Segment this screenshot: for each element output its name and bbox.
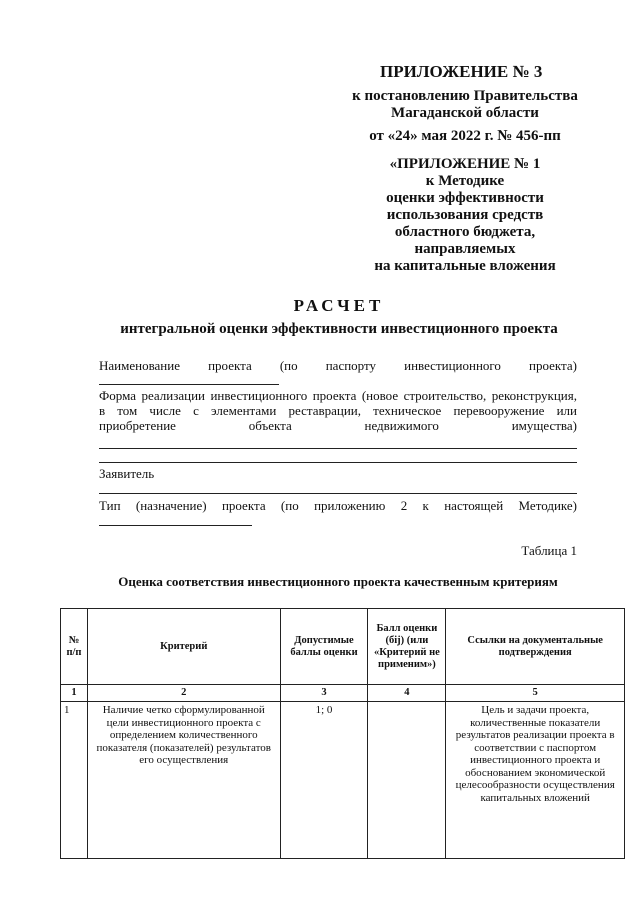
table-row — [61, 702, 625, 859]
header-cell: Допустимые баллы оценки — [280, 609, 368, 685]
underline — [99, 493, 577, 494]
annex-line: «ПРИЛОЖЕНИЕ № 1 — [389, 156, 541, 172]
row-number: 1 — [61, 702, 88, 859]
decree-reference — [330, 88, 600, 145]
decree-line: от «24» мая 2022 г. № 456-пп — [369, 128, 561, 144]
header-cell: Ссылки на документальные подтверждения — [446, 609, 625, 685]
header-cell: Балл оценки (бij) (или «Критерий не применим») — [368, 609, 446, 685]
project-name-field: Наименование проекта (по паспорту инвестиционного проекта) — [99, 358, 577, 373]
project-form-field — [99, 388, 577, 433]
annex-line: на капитальные вложения — [374, 258, 556, 274]
decree-line: Магаданской области — [391, 105, 539, 121]
header-cell: Критерий — [87, 609, 280, 685]
underline — [99, 448, 577, 449]
form-line: Форма реализации инвестиционного проекта (новое строительство, реконструкция, — [99, 388, 577, 403]
column-number: 5 — [446, 685, 625, 702]
header-cell: № п/п — [61, 609, 88, 685]
column-number: 3 — [280, 685, 368, 702]
document-subtitle: интегральной оценки эффективности инвестиционного проекта — [120, 321, 558, 337]
references-cell: Цель и задачи проекта, количественные показатели результатов реализации проекта в соответствии с паспортом инвестиционного проекта и обоснованием экономической целесообразности осуществления капитальных вложений — [446, 702, 625, 859]
table-label: Таблица 1 — [521, 543, 577, 558]
form-line: в том числе с элементами реставрации, техническое перевооружение или — [99, 403, 577, 418]
column-number: 4 — [368, 685, 446, 702]
underline — [99, 462, 577, 463]
annex-line: использования средств — [386, 207, 544, 223]
annex-line: к Методике — [425, 173, 505, 189]
annex-reference — [330, 156, 600, 275]
criteria-table — [60, 608, 625, 859]
annex-line: оценки эффективности — [386, 190, 544, 206]
project-type-field: Тип (назначение) проекта (по приложению 2 к настоящей Методике) — [99, 498, 577, 513]
table-caption: Оценка соответствия инвестиционного проекта качественным критериям — [118, 574, 558, 589]
allowed-scores-cell: 1; 0 — [280, 702, 368, 859]
column-number: 2 — [87, 685, 280, 702]
annex-line: областного бюджета, — [394, 224, 536, 240]
decree-line: к постановлению Правительства — [352, 88, 578, 104]
score-cell — [368, 702, 446, 859]
document-title: РАСЧЕТ — [293, 296, 385, 315]
appendix-title: ПРИЛОЖЕНИЕ № 3 — [380, 62, 543, 81]
applicant-field: Заявитель — [99, 466, 155, 481]
column-number-row — [61, 685, 625, 702]
annex-line: направляемых — [414, 241, 516, 257]
underline — [99, 525, 252, 526]
criterion-cell: Наличие четко сформулированной цели инвестиционного проекта с определением количественного показателя (показателей) результатов его осуществления — [87, 702, 280, 859]
table-header-row — [61, 609, 625, 685]
form-line: приобретение объекта недвижимого имущества) — [99, 418, 577, 433]
column-number: 1 — [61, 685, 88, 702]
underline — [99, 384, 279, 385]
